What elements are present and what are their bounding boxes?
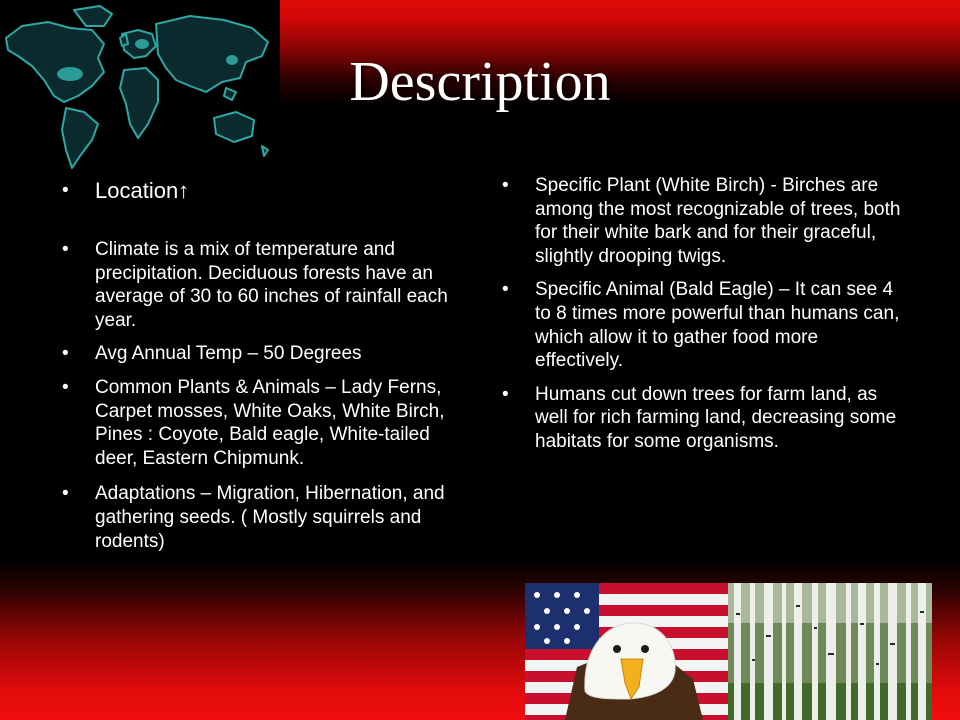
bullet-icon: •: [502, 175, 509, 196]
world-map-icon: [0, 0, 280, 170]
bald-eagle-flag-image: [525, 583, 728, 720]
bullet-item-humans: [502, 383, 902, 454]
bullet-text: Climate is a mix of temperature and precipitation. Deciduous forests have an average of 30 to 60 inches of rainfall each year.: [95, 239, 448, 331]
bullet-item-climate: [62, 238, 467, 332]
bullet-item-plants-animals: [62, 376, 467, 470]
left-bullet-list: [62, 177, 467, 553]
bullet-item-bald-eagle: [502, 278, 902, 372]
bullet-icon: •: [62, 239, 69, 260]
bullet-icon: •: [62, 376, 69, 398]
bullet-item-location: [62, 177, 467, 205]
bullet-text: Location↑: [95, 178, 190, 203]
bullet-text: Humans cut down trees for farm land, as well for rich farming land, decreasing some habitats for some organisms.: [535, 383, 897, 452]
bald-eagle-photo: [525, 583, 728, 720]
white-birch-forest-photo: [728, 583, 932, 720]
bullet-icon: •: [62, 343, 69, 365]
bullet-icon: •: [502, 279, 509, 301]
world-map-image: [0, 0, 280, 170]
bullet-icon: •: [502, 383, 509, 405]
bullet-item-white-birch: [502, 174, 902, 268]
bullet-text: Common Plants & Animals – Lady Ferns, Carpet mosses, White Oaks, White Birch, Pines : Coyote, Bald eagle, White-tailed deer, Eastern Chipmunk.: [95, 376, 445, 469]
bullet-text: Specific Animal (Bald Eagle) – It can see 4 to 8 times more powerful than humans can, which allow it to gather food more effectively.: [535, 279, 900, 372]
white-birch-forest-image: [728, 583, 932, 720]
bullet-text: Avg Annual Temp – 50 Degrees: [95, 343, 362, 365]
bullet-item-adaptations: [62, 482, 467, 553]
bullet-icon: •: [62, 180, 69, 201]
bullet-icon: •: [62, 483, 69, 505]
bullet-item-temperature: [62, 342, 467, 366]
slide-title: Description: [349, 51, 611, 113]
right-bullet-list: [502, 174, 902, 454]
bullet-text: Specific Plant (White Birch) - Birches are among the most recognizable of trees, both for their white bark and for their graceful, slightly drooping twigs.: [535, 175, 901, 267]
bullet-text: Adaptations – Migration, Hibernation, and gathering seeds. ( Mostly squirrels and rodents): [95, 483, 445, 552]
